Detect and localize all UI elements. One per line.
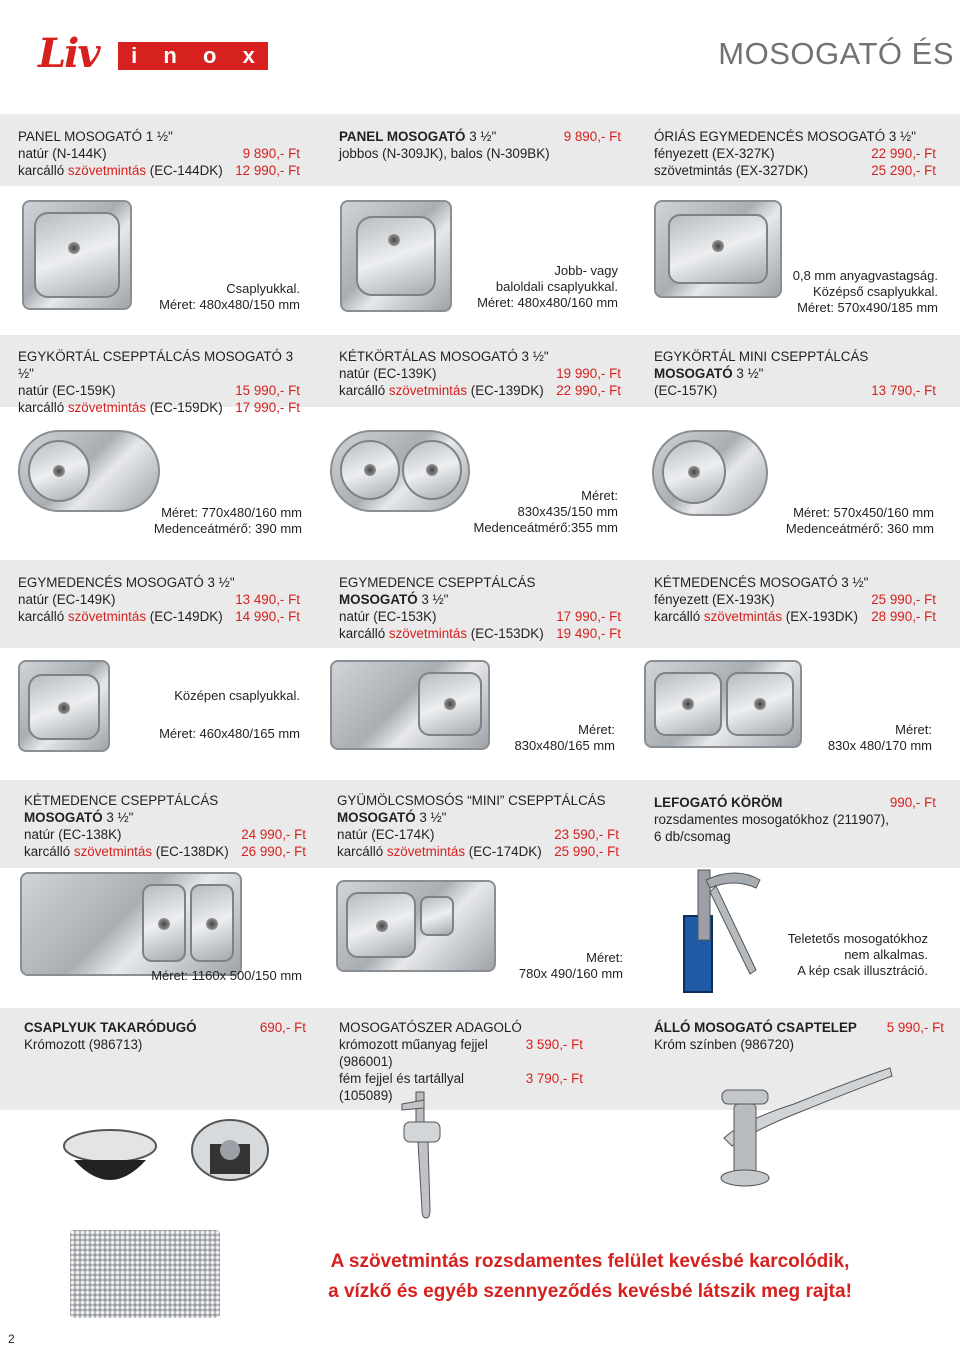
logo-letter: n: [163, 43, 177, 68]
sink-image: [330, 660, 490, 750]
dim-line: baloldali csaplyukkal.: [495, 279, 618, 294]
dim-line: Méret:: [586, 950, 623, 965]
sink-image: [18, 660, 110, 752]
product-title: KÉTMEDENCÉS MOSOGATÓ: [654, 575, 838, 590]
dimension-text: [519, 950, 623, 982]
price: 9 890,- Ft: [242, 146, 300, 161]
page-number: 2: [8, 1332, 15, 1346]
dim-line: Középső csaplyukkal.: [812, 284, 938, 299]
dim-line: Csaplyukkal.: [226, 281, 300, 296]
price: 5 990,- Ft: [886, 1020, 944, 1035]
dim-line: nem alkalmas.: [844, 947, 928, 962]
dim-line: 830x480/165 mm: [514, 738, 615, 753]
logo-letter: o: [203, 43, 217, 68]
price: 3 790,- Ft: [525, 1071, 583, 1086]
dimension-text: [159, 688, 300, 742]
dim-line: Teletetős mosogatókhoz: [787, 931, 928, 946]
product-title: GYÜMÖLCSMOSÓS “MINI” CSEPPTÁLCÁS: [337, 793, 606, 808]
variant-texture: szövetmintás: [67, 609, 147, 624]
variant-label: karcálló: [18, 163, 68, 178]
product-title: PANEL MOSOGATÓ: [339, 129, 466, 144]
sink-image: [340, 200, 452, 312]
variant-texture: szövetmintás: [67, 400, 147, 415]
dim-line: Méret: 480x480/160 mm: [477, 295, 618, 310]
product-title: KÉTMEDENCE CSEPPTÁLCÁS: [24, 793, 219, 808]
price: 25 990,- Ft: [554, 844, 619, 859]
price: 24 990,- Ft: [241, 827, 306, 842]
price: 22 990,- Ft: [556, 383, 621, 398]
variant-label: karcálló: [654, 609, 704, 624]
dim-line: 780x 490/160 mm: [518, 966, 623, 981]
product-description: rozsdamentes mosogatókhoz (211907),: [654, 812, 889, 827]
product-mini-drainer: [636, 348, 954, 399]
dim-line: A kép csak illusztráció.: [797, 963, 928, 978]
variant-label: karcálló: [337, 844, 387, 859]
product-single-bowl: [0, 574, 318, 625]
product-single-round-drainer: [0, 348, 318, 416]
product-size: 3 ½": [837, 575, 869, 590]
price: 3 590,- Ft: [525, 1037, 583, 1052]
price: 990,- Ft: [889, 795, 936, 810]
page-header: [0, 0, 960, 90]
variant-label: (105089): [339, 1088, 393, 1103]
variant-texture: szövetmintás: [703, 609, 783, 624]
variant-label: (986001): [339, 1054, 393, 1069]
product-title: MOSOGATÓ: [24, 810, 103, 825]
product-giant-sink: [636, 128, 954, 179]
sink-image: [654, 200, 782, 298]
dim-line: Méret: 570x450/160 mm: [793, 505, 934, 520]
woven-texture-sample: [70, 1230, 220, 1318]
product-panel-1: [0, 128, 318, 179]
sink-image: [22, 200, 132, 310]
product-size: 3 ½": [18, 349, 294, 381]
variant-texture: szövetmintás: [73, 844, 153, 859]
variant-label: karcálló: [18, 609, 68, 624]
variant-label: krómozott műanyag fejjel: [339, 1037, 488, 1052]
product-title: MOSOGATÓ: [654, 366, 733, 381]
variant-label: fém fejjel és tartállyal: [339, 1071, 465, 1086]
product-title: KÉTKÖRTÁLAS MOSOGATÓ: [339, 349, 518, 364]
logo-letter: x: [242, 43, 255, 68]
product-description: Króm színben (986720): [654, 1037, 794, 1052]
variant-code: (EC-149DK): [146, 609, 223, 624]
dim-line: Méret:: [895, 722, 932, 737]
variant-label: karcálló: [18, 400, 68, 415]
product-panel-3: [321, 128, 639, 162]
price: 15 990,- Ft: [235, 383, 300, 398]
dim-line: 0,8 mm anyagvastagság.: [792, 268, 938, 283]
product-faucet: [636, 1019, 954, 1053]
price: 9 890,- Ft: [563, 129, 621, 144]
product-size: 3 ½": [102, 810, 134, 825]
dim-line: 830x 480/170 mm: [827, 738, 932, 753]
dimension-text: [786, 505, 934, 537]
variant-label: natúr (EC-174K): [337, 827, 435, 842]
variant-label: fényezett (EX-193K): [654, 592, 775, 607]
dimension-text: [154, 505, 302, 537]
product-title: EGYMEDENCE CSEPPTÁLCÁS: [339, 575, 536, 590]
product-title: ÁLLÓ MOSOGATÓ CSAPTELEP: [654, 1020, 857, 1035]
variant-label: natúr (EC-139K): [339, 366, 437, 381]
product-title: MOSOGATÓ: [337, 810, 416, 825]
sink-image: [330, 430, 470, 512]
variant-label: szövetmintás (EX-327DK): [654, 163, 809, 178]
product-single-drainer: [321, 574, 639, 642]
dim-line: Méret:: [578, 722, 615, 737]
variant-label: natúr (EC-159K): [18, 383, 116, 398]
dim-line: 830x435/150 mm: [517, 504, 618, 519]
logo-script: Liv: [38, 30, 99, 77]
variant-code: (EC-153DK): [467, 626, 544, 641]
clip-tool-image: [676, 860, 766, 994]
dim-line: Középen csaplyukkal.: [174, 688, 300, 703]
product-mini-fruit: [319, 792, 644, 860]
sink-image: [644, 660, 802, 748]
sink-image: [652, 430, 768, 516]
sink-image: [20, 872, 242, 976]
price: 17 990,- Ft: [235, 400, 300, 415]
product-size: 3 ½": [203, 575, 235, 590]
variant-code: (EC-138DK): [152, 844, 229, 859]
dimension-text: [828, 722, 932, 754]
product-size: 3 ½": [517, 349, 549, 364]
variant-label: karcálló: [339, 626, 389, 641]
variant-code: (EC-174DK): [465, 844, 542, 859]
price: 12 990,- Ft: [235, 163, 300, 178]
product-double-drainer: [6, 792, 324, 860]
product-title: ÓRIÁS EGYMEDENCÉS MOSOGATÓ: [654, 129, 886, 144]
product-description: 6 db/csomag: [654, 829, 731, 844]
price: 19 990,- Ft: [556, 366, 621, 381]
price: 23 590,- Ft: [554, 827, 619, 842]
dimension-text: [151, 968, 302, 984]
product-description: Krómozott (986713): [24, 1037, 143, 1052]
variant-code: (EC-144DK): [146, 163, 223, 178]
dim-line: Méret: 1160x 500/150 mm: [151, 968, 302, 983]
sink-image: [336, 880, 496, 972]
product-size: 3 ½": [885, 129, 916, 144]
product-title: PANEL MOSOGATÓ: [18, 129, 143, 144]
sink-image: [18, 430, 160, 512]
product-title: EGYKÖRTÁL CSEPPTÁLCÁS MOSOGATÓ: [18, 349, 282, 364]
variant-label: natúr (N-144K): [18, 146, 107, 161]
dimension-text: [515, 722, 615, 754]
product-double-round: [321, 348, 639, 399]
logo-box: [118, 42, 268, 70]
dim-line: Méret: 570x490/185 mm: [797, 300, 938, 315]
dim-line: Méret:: [581, 488, 618, 503]
dispenser-image: [394, 1090, 464, 1220]
product-title: LEFOGATÓ KÖRÖM: [654, 795, 783, 810]
product-double-bowl: [636, 574, 954, 625]
product-clip: [636, 794, 954, 845]
variant-texture: szövetmintás: [388, 383, 468, 398]
price: 22 990,- Ft: [871, 146, 936, 161]
dimension-text: [788, 931, 928, 979]
dim-line: Méret: 480x480/150 mm: [159, 297, 300, 312]
dim-line: Medenceátmérő: 390 mm: [153, 521, 302, 536]
dim-line: Medenceátmérő:355 mm: [473, 520, 618, 535]
variant-label: natúr (EC-138K): [24, 827, 122, 842]
logo-letter: i: [131, 43, 138, 68]
variant-label: natúr (EC-149K): [18, 592, 116, 607]
variant-label: (EC-157K): [654, 383, 718, 398]
brand-logo: [38, 30, 255, 77]
product-size: 3 ½": [465, 129, 497, 144]
variant-label: natúr (EC-153K): [339, 609, 437, 624]
variant-texture: szövetmintás: [388, 626, 468, 641]
product-title: CSAPLYUK TAKARÓDUGÓ: [24, 1020, 197, 1035]
price: 690,- Ft: [259, 1020, 306, 1035]
dim-line: Medenceátmérő: 360 mm: [785, 521, 934, 536]
price: 25 990,- Ft: [871, 592, 936, 607]
variant-label: jobbos (N-309JK), balos (N-309BK): [339, 146, 550, 161]
variant-label: karcálló: [339, 383, 389, 398]
product-size: 1 ½": [142, 129, 173, 144]
dim-line: Jobb- vagy: [554, 263, 618, 278]
price: 19 490,- Ft: [556, 626, 621, 641]
price: 14 990,- Ft: [235, 609, 300, 624]
price: 13 790,- Ft: [871, 383, 936, 398]
dimension-text: [793, 268, 938, 316]
dim-line: Méret: 770x480/160 mm: [161, 505, 302, 520]
product-title: EGYMEDENCÉS MOSOGATÓ: [18, 575, 204, 590]
footer-slogan-line1: A szövetmintás rozsdamentes felület kevésbé karcolódik,: [330, 1251, 850, 1272]
product-title: EGYKÖRTÁL MINI CSEPPTÁLCÁS: [654, 349, 869, 364]
product-size: 3 ½": [732, 366, 764, 381]
variant-code: (EC-139DK): [467, 383, 544, 398]
dim-line: Méret: 460x480/165 mm: [159, 726, 300, 741]
faucet-image: [704, 1060, 914, 1190]
price: 25 290,- Ft: [871, 163, 936, 178]
price: 13 490,- Ft: [235, 592, 300, 607]
product-dispenser: [321, 1019, 639, 1104]
footer-slogan-line2: a vízkő és egyéb szennyeződés kevésbé látszik meg rajta!: [328, 1281, 852, 1302]
price: 26 990,- Ft: [241, 844, 306, 859]
variant-label: fényezett (EX-327K): [654, 146, 775, 161]
price: 28 990,- Ft: [871, 609, 936, 624]
variant-code: (EX-193DK): [782, 609, 858, 624]
variant-label: karcálló: [24, 844, 74, 859]
variant-texture: szövetmintás: [67, 163, 147, 178]
variant-texture: szövetmintás: [386, 844, 466, 859]
plug-image: [60, 1110, 280, 1206]
price: 17 990,- Ft: [556, 609, 621, 624]
product-size: 3 ½": [415, 810, 447, 825]
product-title: MOSOGATÓ: [339, 592, 418, 607]
product-title: MOSOGATÓSZER ADAGOLÓ: [339, 1020, 522, 1035]
dimension-text: [473, 488, 618, 536]
dimension-text: [477, 263, 618, 311]
variant-code: (EC-159DK): [146, 400, 223, 415]
page-title: MOSOGATÓ ÉS: [718, 36, 954, 71]
product-plug: [6, 1019, 324, 1053]
dimension-text: [159, 281, 300, 313]
product-size: 3 ½": [417, 592, 449, 607]
